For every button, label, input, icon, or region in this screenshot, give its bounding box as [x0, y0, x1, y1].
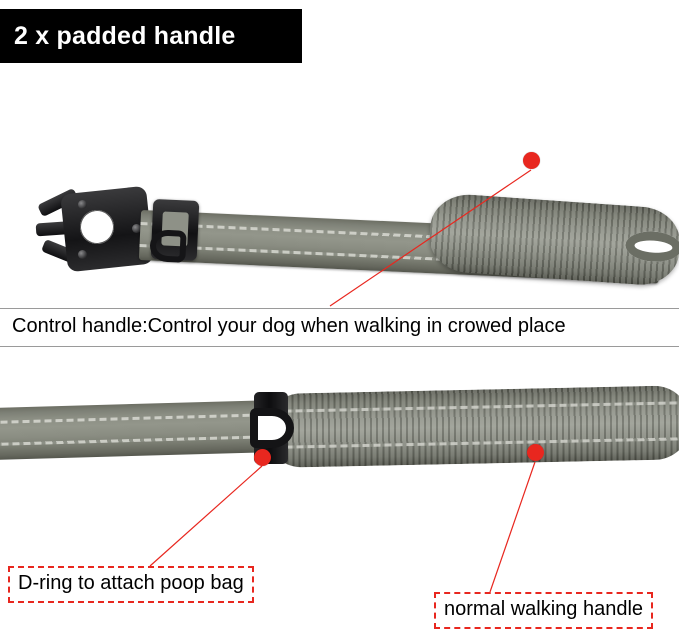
clasp-screw: [78, 200, 87, 209]
leash-photo-bottom: [0, 350, 679, 550]
dring-label-text: D-ring to attach poop bag: [18, 572, 244, 594]
control-handle-caption-text: Control handle:Control your dog when walking in crowed place: [12, 315, 566, 337]
d-ring-loop: [250, 408, 294, 448]
leash-photo-top: [0, 72, 679, 304]
reflective-stitch: [274, 437, 679, 449]
control-handle-caption: [0, 308, 679, 347]
handle-loop-opening: [624, 230, 679, 264]
webbing-strap: [0, 400, 281, 460]
clasp-screw: [78, 250, 87, 259]
reflective-stitch: [0, 413, 280, 424]
dring-marker: [254, 449, 271, 466]
reflective-stitch: [0, 435, 280, 446]
padded-handle-badge: [0, 9, 302, 63]
reflective-stitch: [274, 401, 679, 413]
control-handle-marker: [523, 152, 540, 169]
normal-handle-label-text: normal walking handle: [444, 598, 644, 620]
normal-handle-label: [434, 592, 653, 629]
snap-ring: [149, 229, 186, 263]
bungee-padded-handle: [267, 385, 679, 468]
dring-label: [8, 566, 254, 603]
normal-handle-marker: [527, 444, 544, 461]
badge-text: 2 x padded handle: [14, 21, 236, 50]
